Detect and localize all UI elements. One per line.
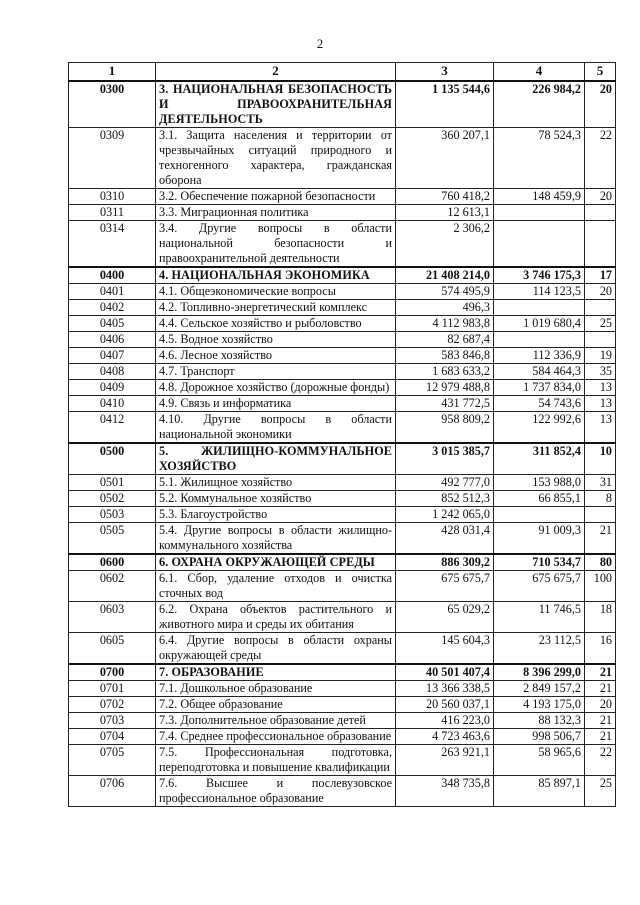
row-actual: 584 464,3 [494, 364, 585, 380]
row-plan: 12 979 488,8 [396, 380, 494, 396]
row-code: 0402 [69, 300, 156, 316]
row-actual: 998 506,7 [494, 729, 585, 745]
row-actual: 4 193 175,0 [494, 697, 585, 713]
row-actual: 23 112,5 [494, 633, 585, 665]
table-row [69, 571, 616, 602]
row-name: 5.3. Благоустройство [156, 507, 396, 523]
row-code: 0705 [69, 745, 156, 776]
row-name: 7.4. Среднее профессиональное образование [156, 729, 396, 745]
row-name: 6.1. Сбор, удаление отходов и очистка сточных вод [156, 571, 396, 602]
row-plan: 82 687,4 [396, 332, 494, 348]
row-actual: 675 675,7 [494, 571, 585, 602]
table-row [69, 189, 616, 205]
row-code: 0602 [69, 571, 156, 602]
row-name: 3.1. Защита населения и территории от чрезвычайных ситуаций природного и техногенного характера, гражданская оборона [156, 128, 396, 189]
row-name: 4.1. Общеэкономические вопросы [156, 284, 396, 300]
table-row [69, 364, 616, 380]
section-row [69, 267, 616, 284]
table-row [69, 697, 616, 713]
header-col-3: 3 [396, 63, 494, 82]
row-plan: 852 512,3 [396, 491, 494, 507]
row-plan: 263 921,1 [396, 745, 494, 776]
row-actual: 85 897,1 [494, 776, 585, 807]
row-actual: 710 534,7 [494, 554, 585, 571]
row-name: 4. НАЦИОНАЛЬНАЯ ЭКОНОМИКА [156, 267, 396, 284]
row-plan: 492 777,0 [396, 475, 494, 491]
table-row [69, 507, 616, 523]
row-plan: 675 675,7 [396, 571, 494, 602]
row-name: 4.8. Дорожное хозяйство (дорожные фонды) [156, 380, 396, 396]
row-percent: 25 [585, 776, 616, 807]
row-percent: 13 [585, 396, 616, 412]
section-row [69, 664, 616, 681]
row-percent: 20 [585, 189, 616, 205]
row-percent: 35 [585, 364, 616, 380]
row-name: 7.1. Дошкольное образование [156, 681, 396, 697]
row-code: 0314 [69, 221, 156, 268]
row-code: 0605 [69, 633, 156, 665]
row-code: 0700 [69, 664, 156, 681]
row-plan: 2 306,2 [396, 221, 494, 268]
row-actual: 226 984,2 [494, 81, 585, 128]
table-row [69, 332, 616, 348]
row-plan: 428 031,4 [396, 523, 494, 555]
row-percent: 31 [585, 475, 616, 491]
row-percent [585, 507, 616, 523]
row-percent: 17 [585, 267, 616, 284]
row-code: 0410 [69, 396, 156, 412]
section-row [69, 81, 616, 128]
row-code: 0500 [69, 443, 156, 475]
table-row [69, 745, 616, 776]
row-percent: 22 [585, 128, 616, 189]
row-actual [494, 205, 585, 221]
table-row [69, 316, 616, 332]
row-name: 7.3. Дополнительное образование детей [156, 713, 396, 729]
table-row [69, 713, 616, 729]
table-row [69, 776, 616, 807]
header-col-5: 5 [585, 63, 616, 82]
row-percent: 10 [585, 443, 616, 475]
table-row [69, 396, 616, 412]
table-row [69, 221, 616, 268]
row-code: 0501 [69, 475, 156, 491]
row-plan: 431 772,5 [396, 396, 494, 412]
row-name: 3. НАЦИОНАЛЬНАЯ БЕЗОПАСНОСТЬ И ПРАВООХРАНИТЕЛЬНАЯ ДЕЯТЕЛЬНОСТЬ [156, 81, 396, 128]
row-plan: 1 242 065,0 [396, 507, 494, 523]
row-actual: 112 336,9 [494, 348, 585, 364]
row-code: 0409 [69, 380, 156, 396]
row-code: 0505 [69, 523, 156, 555]
row-percent: 13 [585, 380, 616, 396]
row-name: 6. ОХРАНА ОКРУЖАЮЩЕЙ СРЕДЫ [156, 554, 396, 571]
header-col-1: 1 [69, 63, 156, 82]
row-code: 0706 [69, 776, 156, 807]
row-plan: 145 604,3 [396, 633, 494, 665]
header-col-4: 4 [494, 63, 585, 82]
row-plan: 348 735,8 [396, 776, 494, 807]
row-actual: 91 009,3 [494, 523, 585, 555]
table-header-row [69, 63, 616, 82]
row-plan: 40 501 407,4 [396, 664, 494, 681]
row-code: 0405 [69, 316, 156, 332]
row-code: 0309 [69, 128, 156, 189]
row-name: 4.4. Сельское хозяйство и рыболовство [156, 316, 396, 332]
row-percent [585, 221, 616, 268]
row-name: 3.3. Миграционная политика [156, 205, 396, 221]
row-code: 0300 [69, 81, 156, 128]
row-code: 0311 [69, 205, 156, 221]
row-plan: 20 560 037,1 [396, 697, 494, 713]
row-actual [494, 300, 585, 316]
row-percent: 22 [585, 745, 616, 776]
row-plan: 13 366 338,5 [396, 681, 494, 697]
row-plan: 65 029,2 [396, 602, 494, 633]
row-plan: 958 809,2 [396, 412, 494, 444]
row-percent: 20 [585, 284, 616, 300]
row-plan: 3 015 385,7 [396, 443, 494, 475]
row-name: 4.9. Связь и информатика [156, 396, 396, 412]
budget-table [68, 62, 616, 807]
row-actual: 11 746,5 [494, 602, 585, 633]
row-code: 0701 [69, 681, 156, 697]
row-percent: 25 [585, 316, 616, 332]
row-code: 0502 [69, 491, 156, 507]
row-actual: 114 123,5 [494, 284, 585, 300]
row-percent: 100 [585, 571, 616, 602]
table-row [69, 681, 616, 697]
row-code: 0406 [69, 332, 156, 348]
row-actual: 58 965,6 [494, 745, 585, 776]
row-percent: 21 [585, 681, 616, 697]
row-actual [494, 221, 585, 268]
row-name: 4.5. Водное хозяйство [156, 332, 396, 348]
section-row [69, 554, 616, 571]
row-actual [494, 507, 585, 523]
page-number: 2 [316, 36, 324, 51]
row-percent: 21 [585, 664, 616, 681]
row-code: 0408 [69, 364, 156, 380]
row-percent: 21 [585, 523, 616, 555]
row-percent: 13 [585, 412, 616, 444]
row-plan: 4 723 463,6 [396, 729, 494, 745]
row-percent: 16 [585, 633, 616, 665]
row-actual: 54 743,6 [494, 396, 585, 412]
row-percent: 20 [585, 697, 616, 713]
row-name: 7. ОБРАЗОВАНИЕ [156, 664, 396, 681]
row-code: 0407 [69, 348, 156, 364]
row-name: 3.4. Другие вопросы в области национальной безопасности и правоохранительной деятельности [156, 221, 396, 268]
row-actual: 3 746 175,3 [494, 267, 585, 284]
row-percent [585, 332, 616, 348]
row-name: 6.4. Другие вопросы в области охраны окружающей среды [156, 633, 396, 665]
row-name: 4.6. Лесное хозяйство [156, 348, 396, 364]
row-percent [585, 205, 616, 221]
row-percent: 21 [585, 729, 616, 745]
table-row [69, 523, 616, 555]
row-actual [494, 332, 585, 348]
row-name: 5.1. Жилищное хозяйство [156, 475, 396, 491]
row-actual: 148 459,9 [494, 189, 585, 205]
row-percent: 8 [585, 491, 616, 507]
row-plan: 1 683 633,2 [396, 364, 494, 380]
table-row [69, 348, 616, 364]
row-name: 4.7. Транспорт [156, 364, 396, 380]
row-plan: 12 613,1 [396, 205, 494, 221]
table-row [69, 205, 616, 221]
row-code: 0503 [69, 507, 156, 523]
row-actual: 78 524,3 [494, 128, 585, 189]
table-body [69, 81, 616, 807]
row-actual: 153 988,0 [494, 475, 585, 491]
row-plan: 4 112 983,8 [396, 316, 494, 332]
section-row [69, 443, 616, 475]
table-row [69, 491, 616, 507]
row-actual: 1 019 680,4 [494, 316, 585, 332]
table-row [69, 380, 616, 396]
row-code: 0310 [69, 189, 156, 205]
table-row [69, 284, 616, 300]
row-actual: 1 737 834,0 [494, 380, 585, 396]
row-code: 0400 [69, 267, 156, 284]
row-actual: 88 132,3 [494, 713, 585, 729]
row-plan: 416 223,0 [396, 713, 494, 729]
row-code: 0600 [69, 554, 156, 571]
row-name: 5. ЖИЛИЩНО-КОММУНАЛЬНОЕ ХОЗЯЙСТВО [156, 443, 396, 475]
table-row [69, 412, 616, 444]
table-row [69, 633, 616, 665]
row-name: 3.2. Обеспечение пожарной безопасности [156, 189, 396, 205]
row-name: 7.2. Общее образование [156, 697, 396, 713]
table-row [69, 300, 616, 316]
row-actual: 311 852,4 [494, 443, 585, 475]
row-code: 0703 [69, 713, 156, 729]
row-name: 6.2. Охрана объектов растительного и животного мира и среды их обитания [156, 602, 396, 633]
row-plan: 21 408 214,0 [396, 267, 494, 284]
row-percent: 80 [585, 554, 616, 571]
row-actual: 8 396 299,0 [494, 664, 585, 681]
row-actual: 66 855,1 [494, 491, 585, 507]
row-actual: 2 849 157,2 [494, 681, 585, 697]
row-name: 5.4. Другие вопросы в области жилищно-коммунального хозяйства [156, 523, 396, 555]
row-percent: 18 [585, 602, 616, 633]
row-percent [585, 300, 616, 316]
row-plan: 1 135 544,6 [396, 81, 494, 128]
row-code: 0704 [69, 729, 156, 745]
row-plan: 583 846,8 [396, 348, 494, 364]
row-name: 4.10. Другие вопросы в области национальной экономики [156, 412, 396, 444]
row-plan: 886 309,2 [396, 554, 494, 571]
row-plan: 574 495,9 [396, 284, 494, 300]
row-name: 4.2. Топливно-энергетический комплекс [156, 300, 396, 316]
row-name: 5.2. Коммунальное хозяйство [156, 491, 396, 507]
row-percent: 20 [585, 81, 616, 128]
row-plan: 360 207,1 [396, 128, 494, 189]
row-plan: 496,3 [396, 300, 494, 316]
row-percent: 19 [585, 348, 616, 364]
row-code: 0412 [69, 412, 156, 444]
table-row [69, 128, 616, 189]
table-row [69, 729, 616, 745]
row-code: 0401 [69, 284, 156, 300]
row-name: 7.5. Профессиональная подготовка, переподготовка и повышение квалификации [156, 745, 396, 776]
row-name: 7.6. Высшее и послевузовское профессиональное образование [156, 776, 396, 807]
row-code: 0603 [69, 602, 156, 633]
row-code: 0702 [69, 697, 156, 713]
row-percent: 21 [585, 713, 616, 729]
table-row [69, 475, 616, 491]
row-actual: 122 992,6 [494, 412, 585, 444]
table-row [69, 602, 616, 633]
header-col-2: 2 [156, 63, 396, 82]
row-plan: 760 418,2 [396, 189, 494, 205]
